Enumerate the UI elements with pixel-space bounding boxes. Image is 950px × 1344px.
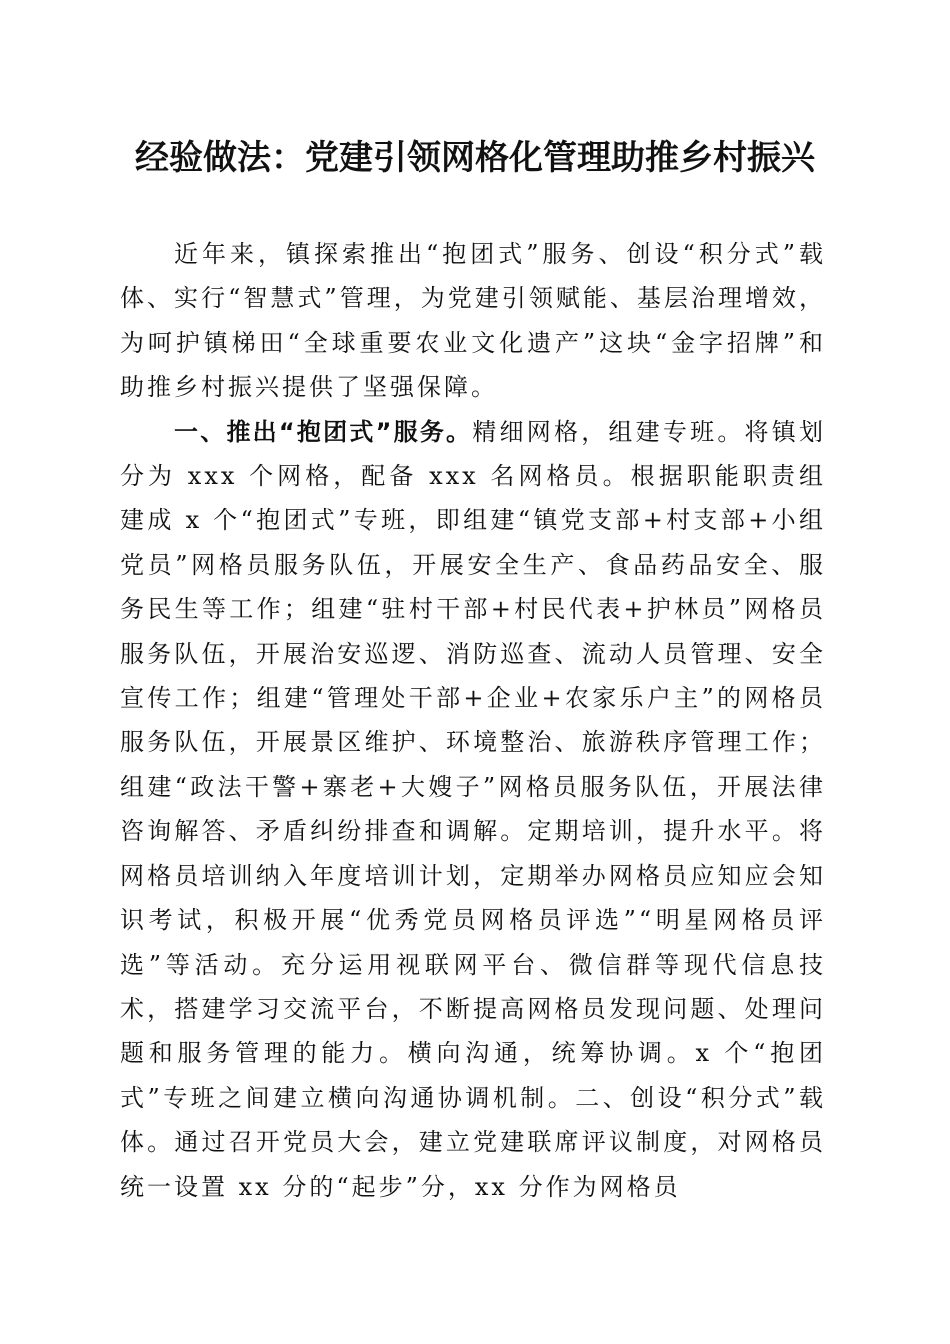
- section-1-body: 精细网格，组建专班。将镇划分为 xxx 个网格，配备 xxx 名网格员。根据职能职责组建成 x 个“抱团式”专班，即组建“镇党支部+村支部+小组党员”网格员服务队伍，开展安全生产、食品药品安全、服务民生等工作；组建“驻村干部+村民代表+护林员”网格员服务队伍，开展治安巡逻、消防巡查、流动人员管理、安全宣传工作；组建“管理处干部+企业+农家乐户主”的网格员服务队伍，开展景区维护、环境整治、旅游秩序管理工作；组建“政法干警+寨老+大嫂子”网格员服务队伍，开展法律咨询解答、矛盾纠纷排查和调解。定期培训，提升水平。将网格员培训纳入年度培训计划，定期举办网格员应知应会知识考试，积极开展“优秀党员网格员评选”“明星网格员评选”等活动。充分运用视联网平台、微信群等现代信息技术，搭建学习交流平台，不断提高网格员发现问题、处理问题和服务管理的能力。横向沟通，统筹协调。x 个“抱团式”专班之间建立横向沟通协调机制。二、创设“积分式”载体。通过召开党员大会，建立党建联席评议制度，对网格员统一设置 xx 分的“起步”分，xx 分作为网格员: [120, 417, 827, 1201]
- section-1-heading: 一、推出“抱团式”服务。: [174, 417, 473, 446]
- document-body: [120, 232, 826, 1209]
- intro-paragraph: 近年来，镇探索推出“抱团式”服务、创设“积分式”载体、实行“智慧式”管理，为党建引领赋能、基层治理增效，为呵护镇梯田“全球重要农业文化遗产”这块“金字招牌”和助推乡村振兴提供了坚强保障。: [120, 240, 826, 402]
- document-title: 经验做法：党建引领网格化管理助推乡村振兴: [135, 138, 815, 178]
- section-1-paragraph: [120, 410, 826, 1209]
